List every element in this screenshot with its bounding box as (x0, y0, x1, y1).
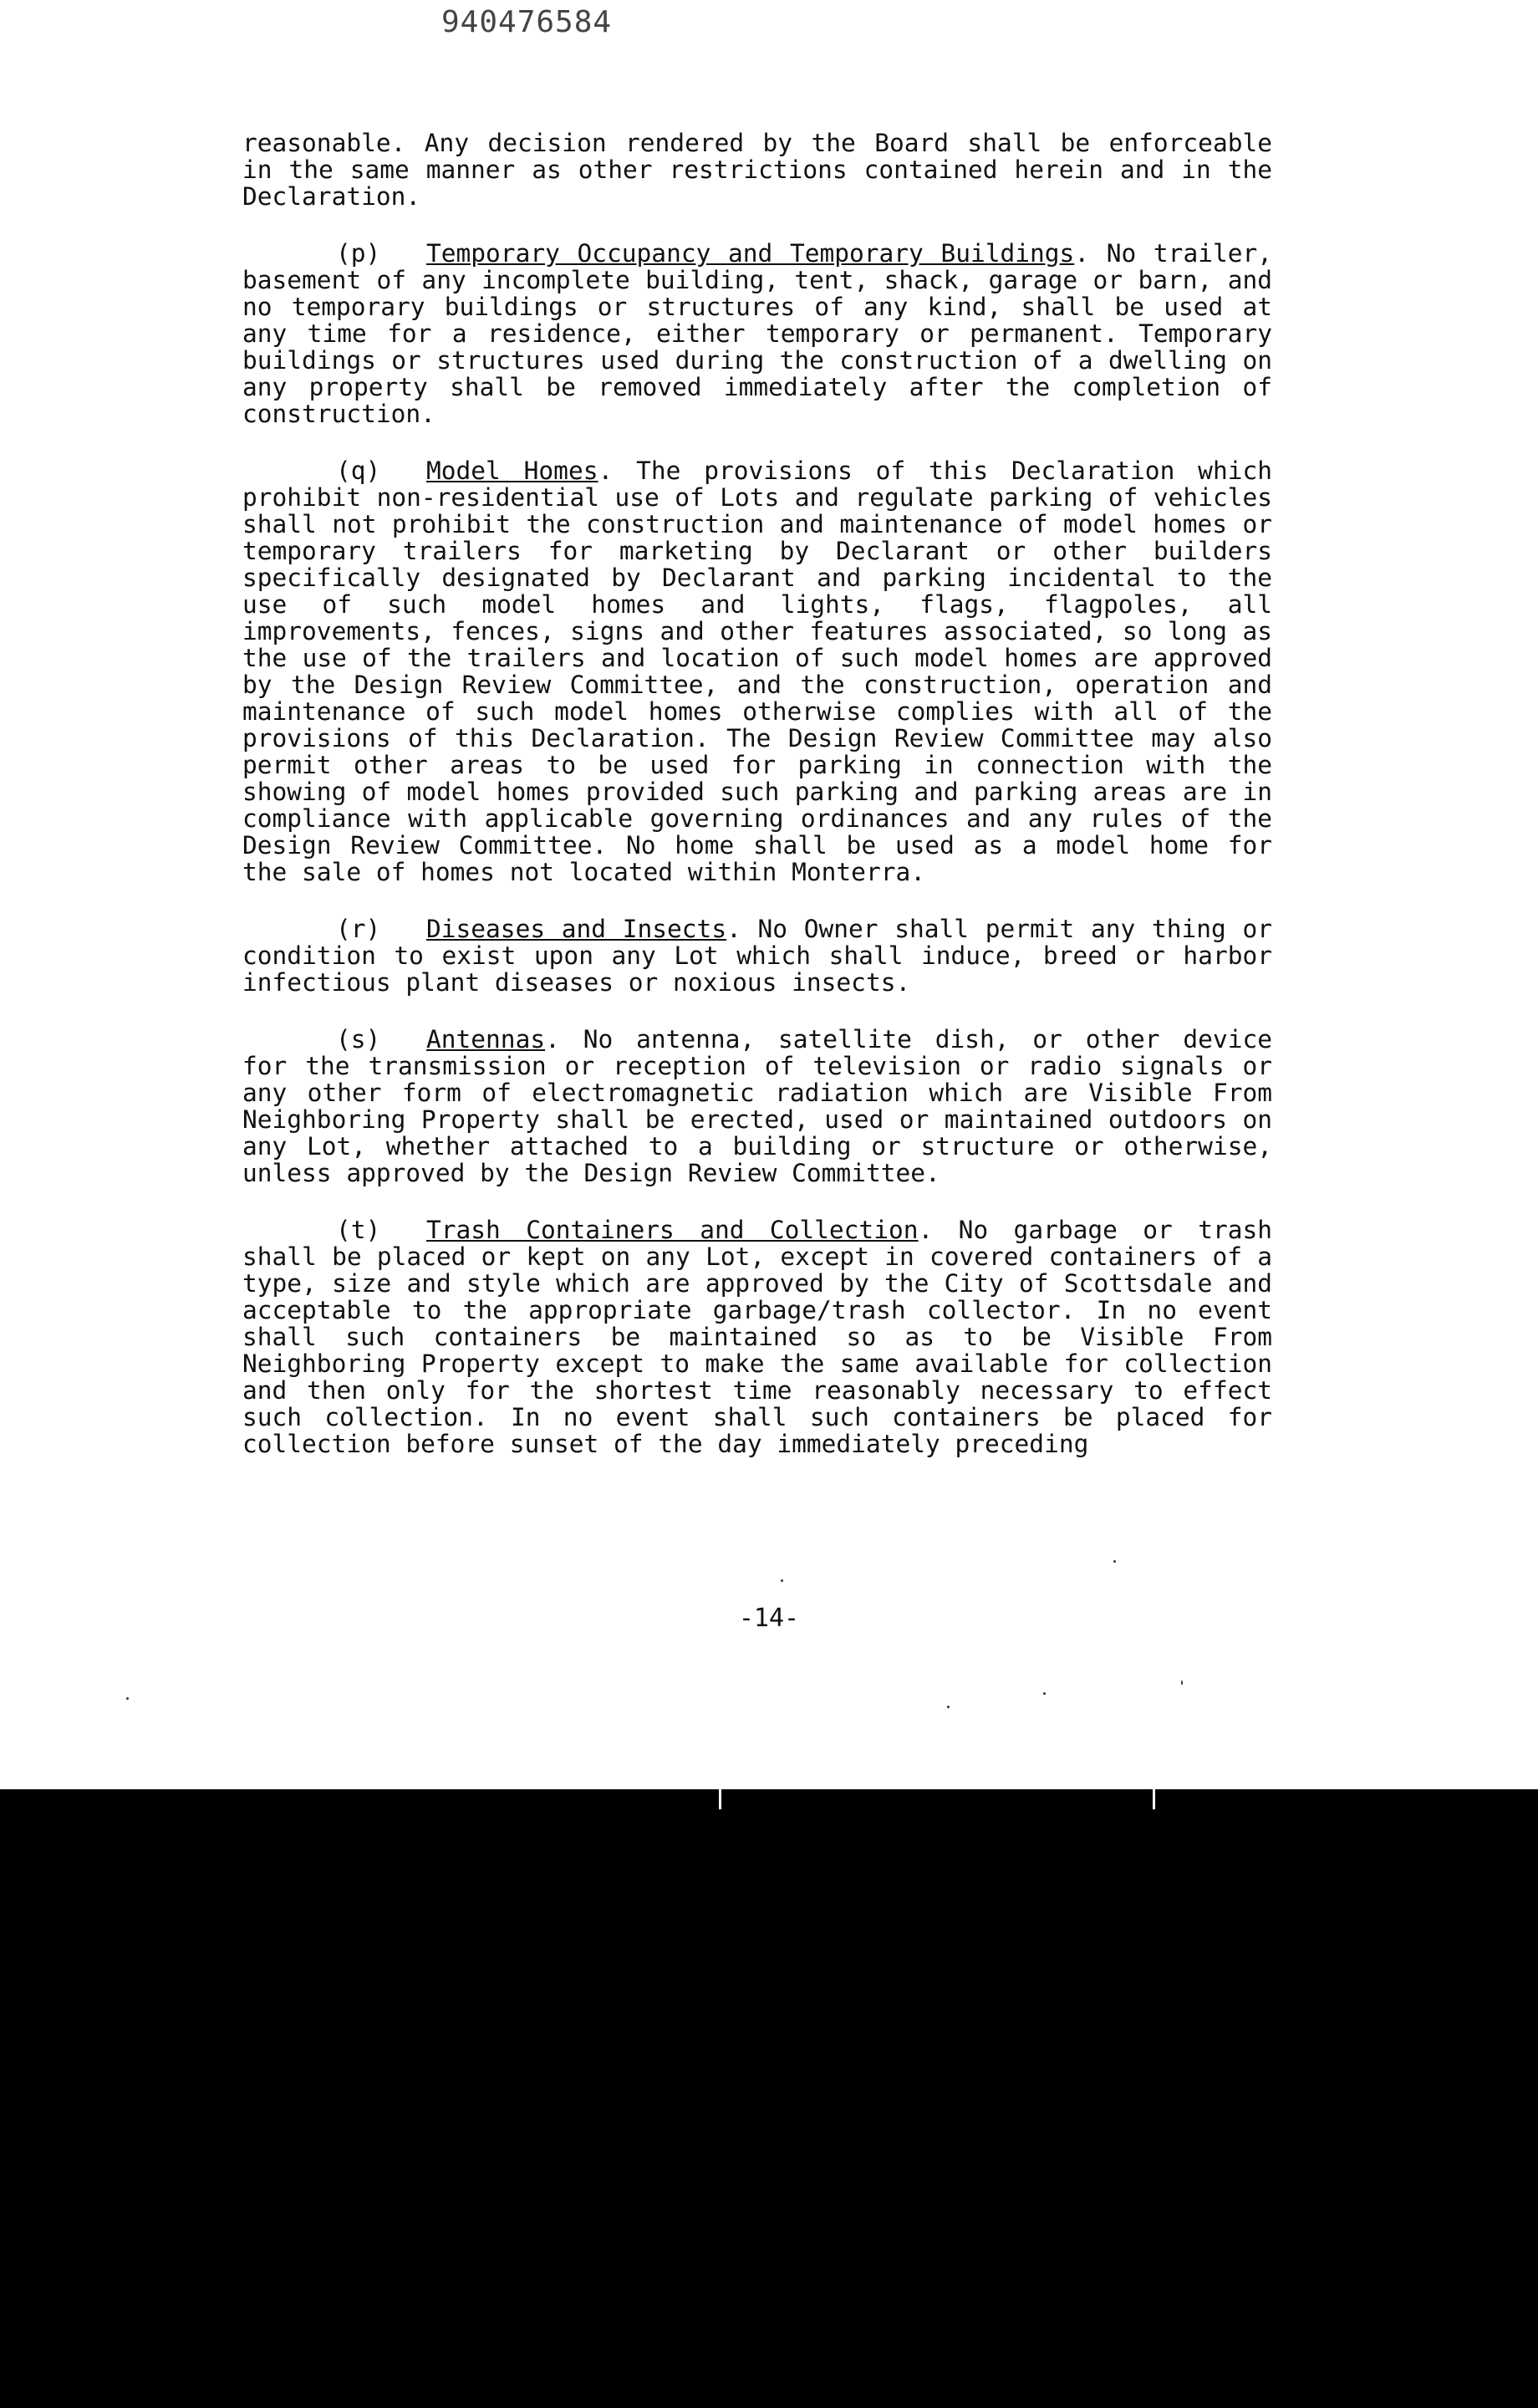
paragraph-q-model-homes (242, 457, 1272, 885)
paragraph-heading: Diseases and Insects (426, 915, 727, 943)
paragraph-heading: Trash Containers and Collection (426, 1216, 919, 1244)
paragraph-continuation (242, 130, 1272, 210)
paragraph-label: (q) (336, 457, 381, 485)
document-body (242, 130, 1272, 1487)
paragraph-text: . No antenna, satellite dish, or other device for the transmission or reception of television or radio signals or any other form of electromagnetic radiation which are Visible From Neighboring Property shall be erected, used or maintained outdoors on any Lot, whether attached to a building or structure or otherwise, unless approved by the Design Review Committee. (242, 1025, 1272, 1187)
scan-speck (126, 1697, 129, 1700)
page-number: -14- (738, 1604, 800, 1633)
paragraph-p-temporary-occupancy (242, 240, 1272, 427)
scan-speck (1113, 1560, 1116, 1563)
scan-edge-mark (1153, 1789, 1155, 1809)
paragraph-text: reasonable. Any decision rendered by the Board shall be enforceable in the same manner as other restrictions contained herein and in the Declaration. (242, 129, 1272, 211)
paragraph-heading: Temporary Occupancy and Temporary Buildings (426, 239, 1075, 268)
paragraph-text: . No trailer, basement of any incomplete building, tent, shack, garage or barn, and no temporary buildings or structures of any kind, shall be used at any time for a residence, either temporary or permanent. Temporary buildings or structures used during the construction of a dwelling on any property shall be removed immediately after the completion of construction. (242, 239, 1273, 428)
scan-speck (947, 1706, 950, 1708)
scan-speck (1181, 1681, 1183, 1685)
paragraph-text: . No Owner shall permit any thing or condition to exist upon any Lot which shall induce, breed or harbor infectious plant diseases or noxious insects. (242, 915, 1272, 997)
paragraph-t-trash-containers (242, 1217, 1272, 1457)
paragraph-label: (r) (336, 915, 381, 943)
scan-speck (781, 1579, 783, 1582)
scan-edge-mark (719, 1789, 721, 1809)
paragraph-label: (t) (336, 1216, 381, 1244)
paragraph-text: . The provisions of this Declaration which prohibit non-residential use of Lots and regulate parking of vehicles shall not prohibit the construction and maintenance of model homes or temporary trailers for marketing by Declarant or other builders specifically designated by Declarant and parking incidental to the use of such model homes and lights, flags, flagpoles, all improvements, fences, signs and other features associated, so long as the use of the trailers and location of such model homes are approved by the Design Review Committee, and the construction, operation and maintenance of such model homes otherwise complies with all of the provisions of this Declaration. The Design Review Committee may also permit other areas to be used for parking in connection with the showing of model homes provided such parking and parking areas are in compliance with applicable governing ordinances and any rules of the Design Review Committee. No home shall be used as a model home for the sale of homes not located within Monterra. (242, 457, 1272, 886)
paragraph-r-diseases-insects (242, 916, 1272, 996)
paragraph-s-antennas (242, 1026, 1272, 1186)
scan-black-border (0, 1789, 1538, 2408)
paragraph-label: (s) (336, 1025, 381, 1054)
paragraph-label: (p) (336, 239, 381, 268)
paragraph-heading: Antennas (426, 1025, 546, 1054)
document-number-stamp: 940476584 (441, 5, 613, 39)
scan-speck (1043, 1692, 1046, 1695)
paragraph-heading: Model Homes (426, 457, 598, 485)
paragraph-text: . No garbage or trash shall be placed or kept on any Lot, except in covered containers of a type, size and style which are approved by the City of Scottsdale and acceptable to the appropriate garbage/trash collector. In no event shall such containers be maintained so as to be Visible From Neighboring Property except to make the same available for collection and then only for the shortest time reasonably necessary to effect such collection. In no event shall such containers be placed for collection before sunset of the day immediately preceding (242, 1216, 1272, 1458)
